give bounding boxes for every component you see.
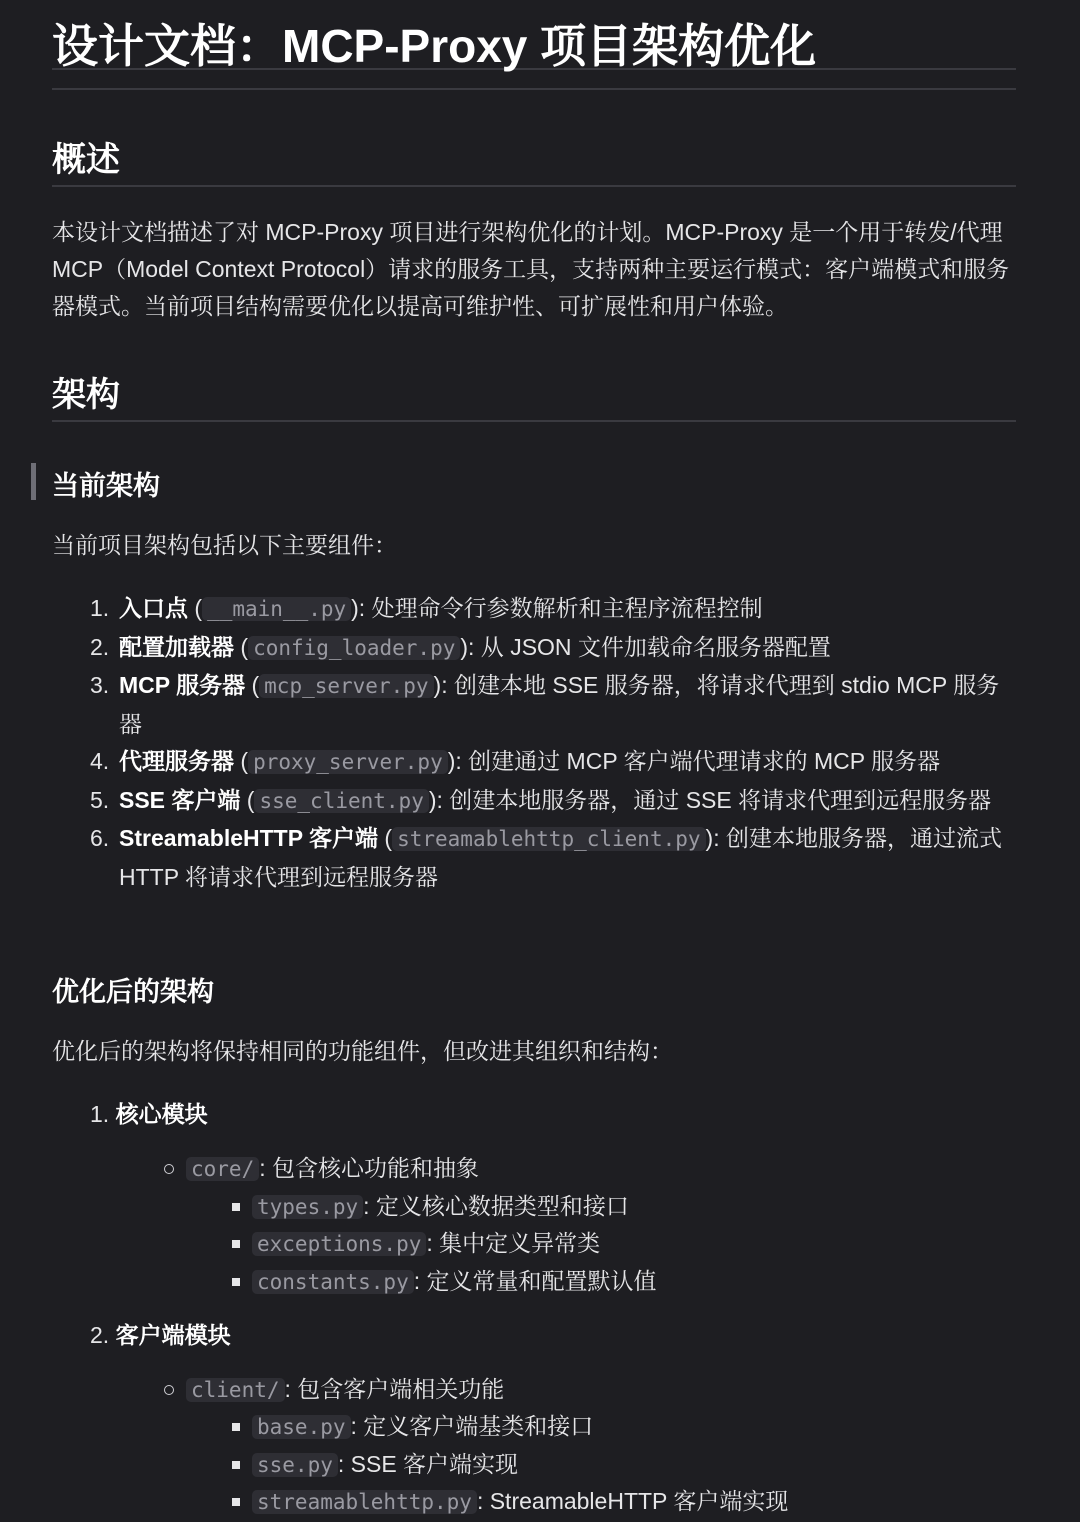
square-bullet-icon	[232, 1240, 240, 1248]
list-item: 2. 配置加载器 ( config_loader.py ): 从 JSON 文件加载命名服务器配置	[90, 633, 831, 660]
square-bullet-icon	[232, 1423, 240, 1431]
module-client-file: sse.py : SSE 客户端实现	[252, 1446, 518, 1485]
circle-bullet-icon	[164, 1385, 174, 1395]
current-components-list	[90, 590, 1020, 896]
module-core-file: exceptions.py : 集中定义异常类	[252, 1225, 600, 1264]
overview-divider	[52, 185, 1016, 187]
document	[52, 0, 1016, 1514]
title-divider	[52, 88, 1016, 90]
optimized-architecture-heading: 优化后的架构	[52, 977, 214, 1007]
list-item: 6. StreamableHTTP 客户端 ( streamablehttp_client.py ): 创建本地服务器，通过流式 HTTP 将请求代理到远程服务器	[90, 825, 1002, 890]
list-item: 1. 入口点 ( __main__.py ): 处理命令行参数解析和主程序流程控制	[90, 595, 763, 621]
overview-heading: 概述	[52, 141, 120, 179]
list-item: 3. MCP 服务器 ( mcp_server.py ): 创建本地 SSE 服务器，将请求代理到 stdio MCP 服务器	[90, 672, 1000, 737]
module-core-dir: core/ : 包含核心功能和抽象	[186, 1150, 479, 1189]
list-item: 5. SSE 客户端 ( sse_client.py ): 创建本地服务器，通过 SSE 将请求代理到远程服务器	[90, 786, 992, 813]
module-core-file: constants.py : 定义常量和配置默认值	[252, 1263, 657, 1302]
module-client-file: base.py : 定义客户端基类和接口	[252, 1408, 593, 1447]
current-architecture-intro: 当前项目架构包括以下主要组件：	[52, 532, 397, 558]
list-item: 4. 代理服务器 ( proxy_server.py ): 创建通过 MCP 客户端代理请求的 MCP 服务器	[90, 748, 941, 774]
module-client-title: 2. 客户端模块	[90, 1322, 231, 1348]
module-core-file: types.py : 定义核心数据类型和接口	[252, 1188, 629, 1227]
square-bullet-icon	[232, 1498, 240, 1506]
page-title: 设计文档：MCP-Proxy 项目架构优化	[52, 0, 1016, 70]
overview-text: 本设计文档描述了对 MCP-Proxy 项目进行架构优化的计划。MCP-Proxy 是一个用于转发/代理 MCP（Model Context Protocol）请求的服务工具，支持两种主要运行模式：客户端模式和服务器模式。当前项目结构需要优化以提高可维护性、可扩展性和用户体验。	[52, 219, 1010, 319]
architecture-divider	[52, 420, 1016, 422]
architecture-heading: 架构	[52, 376, 120, 414]
circle-bullet-icon	[164, 1164, 174, 1174]
module-client-file: streamablehttp.py : StreamableHTTP 客户端实现	[252, 1483, 788, 1522]
module-core-title: 1. 核心模块	[90, 1101, 208, 1127]
square-bullet-icon	[232, 1278, 240, 1286]
square-bullet-icon	[232, 1461, 240, 1469]
optimized-architecture-intro: 优化后的架构将保持相同的功能组件，但改进其组织和结构：	[52, 1038, 673, 1064]
current-architecture-heading: 当前架构	[52, 471, 160, 501]
module-client-dir: client/ : 包含客户端相关功能	[186, 1371, 504, 1410]
heading-marker	[31, 463, 36, 500]
square-bullet-icon	[232, 1203, 240, 1211]
